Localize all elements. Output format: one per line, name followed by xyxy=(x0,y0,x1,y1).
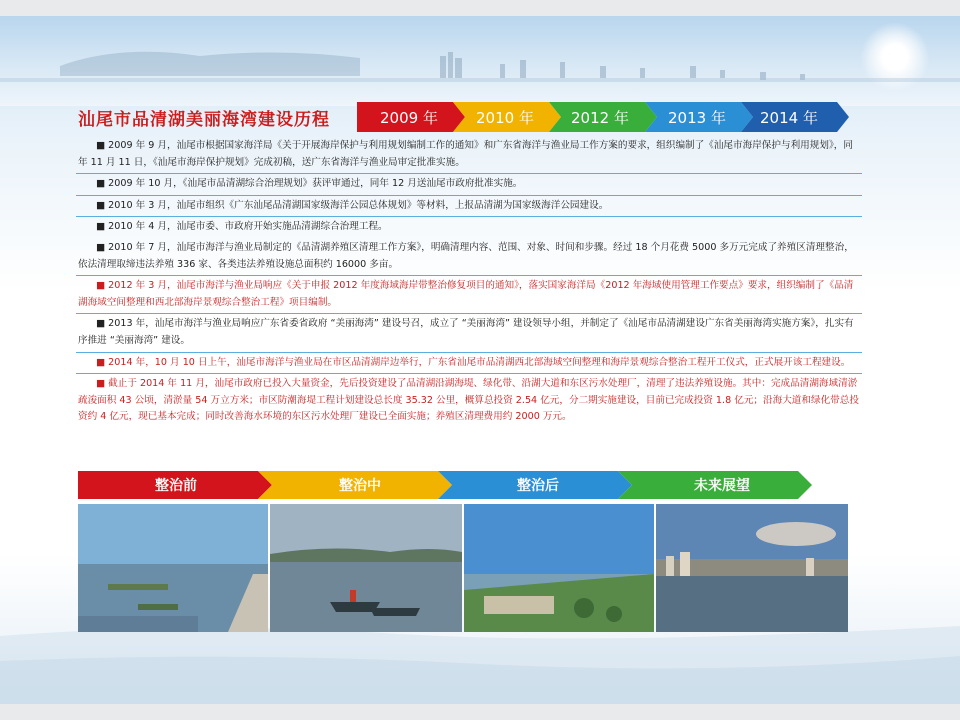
phase-future: 未来展望 xyxy=(694,478,750,494)
timeline-year-2012: 2012 年 xyxy=(571,109,629,127)
before-photo xyxy=(78,504,268,632)
photo-strip xyxy=(78,504,848,632)
after-photo xyxy=(464,504,654,632)
history-paragraph: ■ 截止于 2014 年 11 月，汕尾市政府已投入大量资金，先后投资建设了品清湖沿湖海堤、绿化带、沿湖大道和东区污水处理厂，清理了违法养殖设施。其中：完成品清湖海域清淤疏浚面积 43 公顷，清淤量 54 万立方米；市区防潮海堤工程计划建设总长度 35.32 公里，概算总投资 2.54 亿元，分二期实施建设，目前已完成投资 1.8 亿元；沿海大道和绿化带总投资约 4 亿元，现已基本完成；同时改善海水环境的东区污水处理厂建设已全面实施；养殖区清理费用约 2000 万元。 xyxy=(78,378,859,423)
timeline-year-2014: 2014 年 xyxy=(760,109,818,127)
history-paragraph: ■ 2014 年，10 月 10 日上午，汕尾市海洋与渔业局在市区品清湖岸边举行，广东省汕尾市品清湖西北部海域空间整理和海岸景观综合整治工程开工仪式，正式展开该工程建设。 xyxy=(76,353,862,375)
history-paragraph: ■ 2009 年 10 月，《汕尾市品清湖综合治理规划》获评审通过，同年 12 月送汕尾市政府批准实施。 xyxy=(76,174,862,196)
during-photo xyxy=(270,504,462,632)
phase-before: 整治前 xyxy=(155,478,197,494)
slide xyxy=(0,16,960,704)
timeline-year-2013: 2013 年 xyxy=(668,109,726,127)
history-paragraph: ■ 2010 年 7 月，汕尾市海洋与渔业局制定的《品清湖养殖区清理工作方案》，明确清理内容、范围、对象、时间和步骤。经过 18 个月花费 5000 多万元完成了养殖区清理整治，依法清理取缔违法养殖 336 家、各类违法养殖设施总面积约 16000 多亩。 xyxy=(76,238,862,276)
page-title: 汕尾市品清湖美丽海湾建设历程 xyxy=(78,110,330,130)
bullet-icon: ■ xyxy=(96,356,106,368)
bullet-icon: ■ xyxy=(96,199,106,211)
bullet-icon: ■ xyxy=(96,140,106,151)
city-skyline-decoration xyxy=(0,36,960,106)
bullet-icon: ■ xyxy=(96,378,106,390)
bullet-icon: ■ xyxy=(96,221,106,233)
bullet-icon: ■ xyxy=(96,318,106,330)
timeline-year-bar xyxy=(357,102,857,132)
phase-bar xyxy=(78,471,856,499)
history-paragraph: ■ 2010 年 3 月，汕尾市组织《广东汕尾品清湖国家级海洋公园总体规划》等材料，上报品清湖为国家级海洋公园建设。 xyxy=(76,196,862,218)
future-photo xyxy=(656,504,848,632)
bullet-icon: ■ xyxy=(96,280,106,292)
history-paragraph: ■ 2010 年 4 月，汕尾市委、市政府开始实施品清湖综合治理工程。 xyxy=(96,221,388,233)
timeline-year-2010: 2010 年 xyxy=(476,109,534,127)
phase-during: 整治中 xyxy=(339,478,381,494)
history-paragraph: ■ 2009 年 9 月，汕尾市根据国家海洋局《关于开展海岸保护与利用规划编制工作的通知》和广东省海洋与渔业局工作方案的要求，组织编制了《汕尾市海岸保护与利用规划》，同年 11 月 11 日，《汕尾市海岸保护规划》完成初稿，送广东省海洋与渔业局审定批准实施。 xyxy=(76,136,862,174)
timeline-year-2009: 2009 年 xyxy=(380,109,438,127)
bullet-icon: ■ xyxy=(96,241,106,253)
history-paragraph: ■ 2013 年，汕尾市海洋与渔业局响应广东省委省政府 “美丽海湾” 建设号召，成立了 “美丽海湾” 建设领导小组，并制定了《汕尾市品清湖建设广东省美丽海湾实施方案》，扎实有序推进 “美丽海湾” 建设。 xyxy=(76,314,862,352)
history-text xyxy=(76,136,862,428)
phase-after: 整治后 xyxy=(517,478,559,494)
bullet-icon: ■ xyxy=(96,178,106,190)
history-paragraph: ■ 2012 年 3 月，汕尾市海洋与渔业局响应《关于申报 2012 年度海域海岸带整治修复项目的通知》，落实国家海洋局《2012 年海域使用管理工作要点》要求，组织编制了《品清湖海域空间整理和西北部海岸景观综合整治工程》项目编制。 xyxy=(76,276,862,314)
